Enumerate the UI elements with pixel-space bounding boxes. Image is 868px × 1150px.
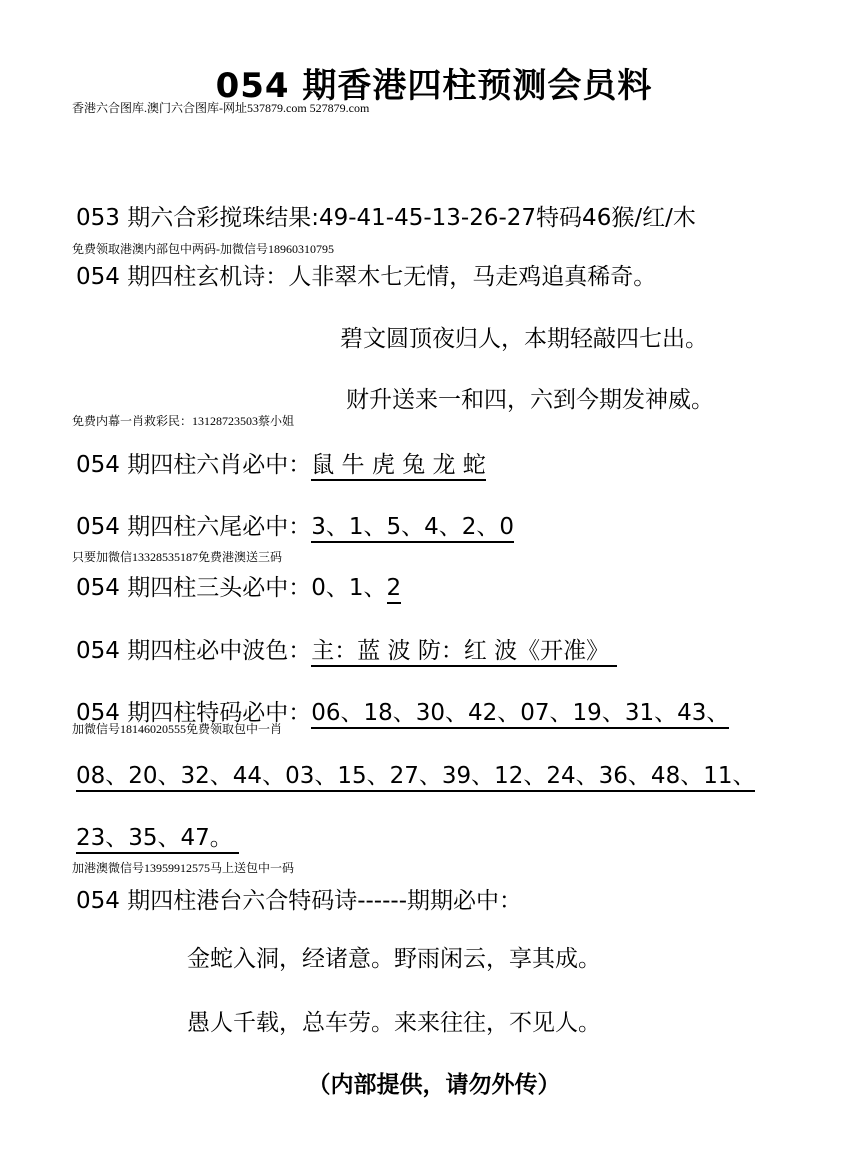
special-row-3: 23、35、47。 bbox=[76, 825, 239, 854]
heads-value-underlined: 2 bbox=[387, 575, 402, 604]
special-row-1: 06、18、30、42、07、19、31、43、 bbox=[311, 700, 729, 729]
heads-line bbox=[76, 569, 401, 602]
heads-value: 0、1、 bbox=[311, 575, 387, 601]
poem-line-3: 财升送来一和四，六到今期发神威。 bbox=[346, 387, 714, 413]
zodiac-line bbox=[76, 446, 486, 479]
poem-text-1: 人非翠木七无情，马走鸡追真稀奇。 bbox=[288, 264, 657, 290]
tails-value: 3、1、5、4、2、0 bbox=[311, 514, 514, 543]
poem-line-1 bbox=[76, 258, 656, 291]
tw-poem-line-1: 金蛇入洞，经诸意。野雨闲云，享其成。 bbox=[187, 946, 601, 972]
source-note: 香港六合图库.澳门六合图库-网址537879.com 527879.com bbox=[72, 101, 370, 115]
heads-label: 054 期四柱三头必中： bbox=[76, 575, 312, 601]
special-line-3 bbox=[76, 819, 239, 852]
special-line-2 bbox=[76, 757, 755, 790]
zodiac-label: 054 期四柱六肖必中： bbox=[76, 452, 312, 478]
ad-line-5: 加港澳微信号13959912575马上送包中一码 bbox=[72, 861, 295, 875]
wave-line bbox=[76, 632, 617, 665]
special-label: 054 期四柱特码必中： bbox=[76, 700, 312, 726]
ad-line-4: 加微信号18146020555免费领取包中一肖 bbox=[72, 722, 283, 736]
special-row-2: 08、20、32、44、03、15、27、39、12、24、36、48、11、 bbox=[76, 763, 755, 792]
wave-value: 主：蓝 波 防：红 波《开准》 bbox=[311, 638, 617, 667]
poem-label: 054 期四柱玄机诗： bbox=[76, 264, 289, 290]
tails-line bbox=[76, 508, 514, 541]
footer-note: （内部提供，请勿外传） bbox=[307, 1072, 561, 1098]
tw-poem-label: 054 期四柱港台六合特码诗------期期必中： bbox=[76, 888, 523, 914]
wave-label: 054 期四柱必中波色： bbox=[76, 638, 312, 664]
ad-line-3: 只要加微信13328535187免费港澳送三码 bbox=[72, 550, 283, 564]
tw-poem-line-2: 愚人千载，总车劳。来来往往，不见人。 bbox=[187, 1010, 601, 1036]
previous-result: 053 期六合彩搅珠结果:49-41-45-13-26-27特码46猴/红/木 bbox=[76, 205, 696, 231]
ad-line-1: 免费领取港澳内部包中两码-加微信号18960310795 bbox=[72, 242, 334, 256]
zodiac-value: 鼠 牛 虎 兔 龙 蛇 bbox=[311, 452, 486, 481]
tails-label: 054 期四柱六尾必中： bbox=[76, 514, 312, 540]
poem-line-2: 碧文圆顶夜归人，本期轻敲四七出。 bbox=[340, 326, 708, 352]
ad-line-2: 免费内幕一肖救彩民：13128723503蔡小姐 bbox=[72, 414, 295, 428]
page-title: 054 期香港四柱预测会员料 bbox=[215, 66, 653, 106]
